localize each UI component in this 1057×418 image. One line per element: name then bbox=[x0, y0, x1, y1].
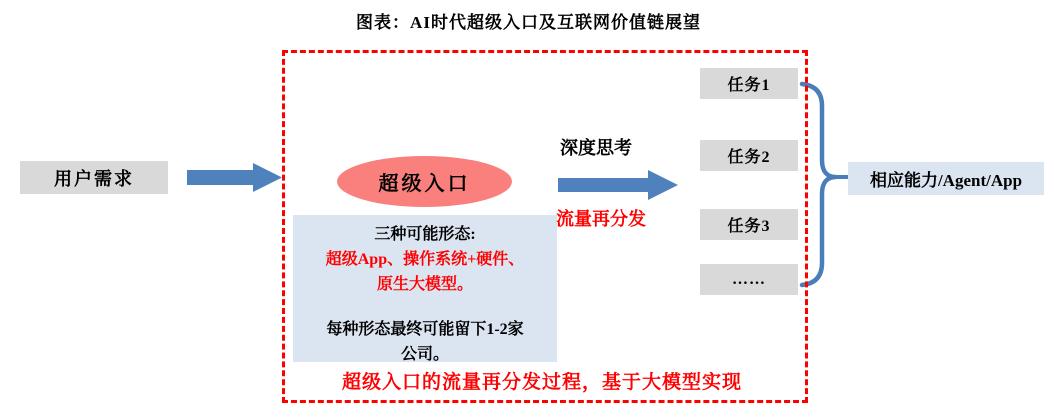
capability-box bbox=[848, 162, 1044, 195]
task-box-1 bbox=[700, 68, 798, 99]
user-demand-label: 用户需求 bbox=[54, 168, 134, 189]
capability-label: 相应能力/Agent/App bbox=[869, 171, 1023, 190]
super-entrance-ellipse bbox=[337, 156, 512, 207]
task-more-label: …… bbox=[732, 270, 766, 288]
traffic-redistribution-label: 流量再分发 bbox=[556, 209, 646, 229]
user-demand-box bbox=[20, 161, 168, 194]
task-box-3 bbox=[700, 209, 798, 240]
forms-note-line2: 超级App、操作系统+硬件、 bbox=[325, 251, 525, 268]
task-box-2 bbox=[700, 140, 798, 171]
forms-note-box bbox=[293, 215, 557, 362]
arrow-user-to-entrance-icon bbox=[187, 163, 282, 192]
task-box-more bbox=[700, 264, 798, 295]
forms-note-line4: 每种形态最终可能留下1-2家 bbox=[326, 321, 524, 338]
super-entrance-label: 超级入口 bbox=[378, 173, 471, 195]
diagram-title: 图表：AI时代超级入口及互联网价值链展望 bbox=[356, 13, 701, 32]
task-2-label: 任务2 bbox=[727, 149, 771, 166]
task-3-label: 任务3 bbox=[727, 218, 771, 235]
forms-note-line3: 原生大模型。 bbox=[376, 276, 473, 293]
task-1-label: 任务1 bbox=[727, 77, 771, 94]
deep-think-label: 深度思考 bbox=[560, 138, 632, 158]
forms-note-line5: 公司。 bbox=[400, 346, 449, 363]
forms-note-line1: 三种可能形态: bbox=[374, 226, 476, 243]
bottom-note: 超级入口的流量再分发过程，基于大模型实现 bbox=[341, 372, 742, 393]
